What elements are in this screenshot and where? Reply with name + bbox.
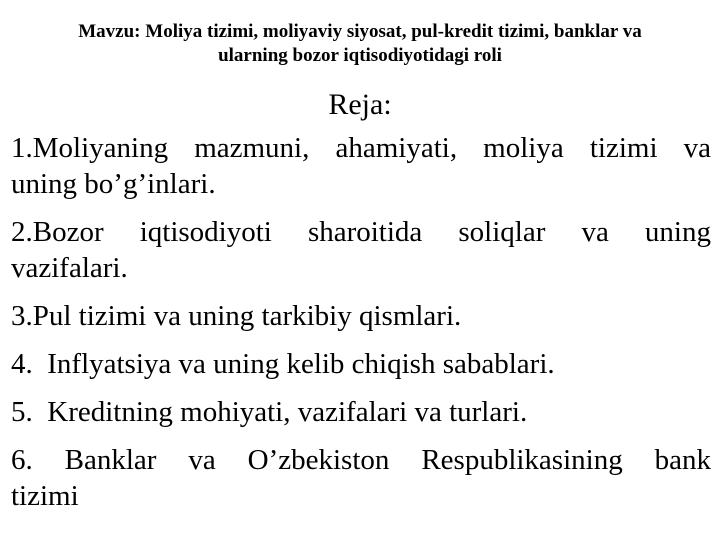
plan-item-2-line-1: 2.Bozor iqtisodiyoti sharoitida soliqlar va uning xyxy=(11,216,711,248)
plan-item-1-line-1: 1.Moliyaning mazmuni, ahamiyati, moliya tizimi va xyxy=(11,132,711,164)
plan-item-4 xyxy=(11,346,711,382)
topic-title-line-2: ularning bozor iqtisodiyotidagi roli xyxy=(218,45,502,66)
topic-title xyxy=(20,20,700,68)
plan-item-6-line-1: 6. Banklar va O’zbekiston Respublikasining bank xyxy=(11,444,711,476)
plan-item-4-line-1: 4. Inflyatsiya va uning kelib chiqish sabablari. xyxy=(11,348,555,380)
plan-item-6-line-2: tizimi xyxy=(11,480,79,512)
plan-item-5-line-1: 5. Kreditning mohiyati, vazifalari va turlari. xyxy=(11,396,528,428)
topic-title-line-1: Mavzu: Moliya tizimi, moliyaviy siyosat, pul-kredit tizimi, banklar va xyxy=(78,21,642,42)
plan-item-6 xyxy=(11,442,711,514)
plan-item-3-line-1: 3.Pul tizimi va uning tarkibiy qismlari. xyxy=(11,300,462,332)
plan-item-2 xyxy=(11,214,711,286)
plan-heading: Reja: xyxy=(328,88,392,121)
plan-item-3 xyxy=(11,298,711,334)
plan-item-1-line-2: uning bo’g’inlari. xyxy=(11,168,216,200)
plan-list xyxy=(11,130,711,526)
plan-item-5 xyxy=(11,394,711,430)
plan-item-1 xyxy=(11,130,711,202)
plan-item-2-line-2: vazifalari. xyxy=(11,252,128,284)
